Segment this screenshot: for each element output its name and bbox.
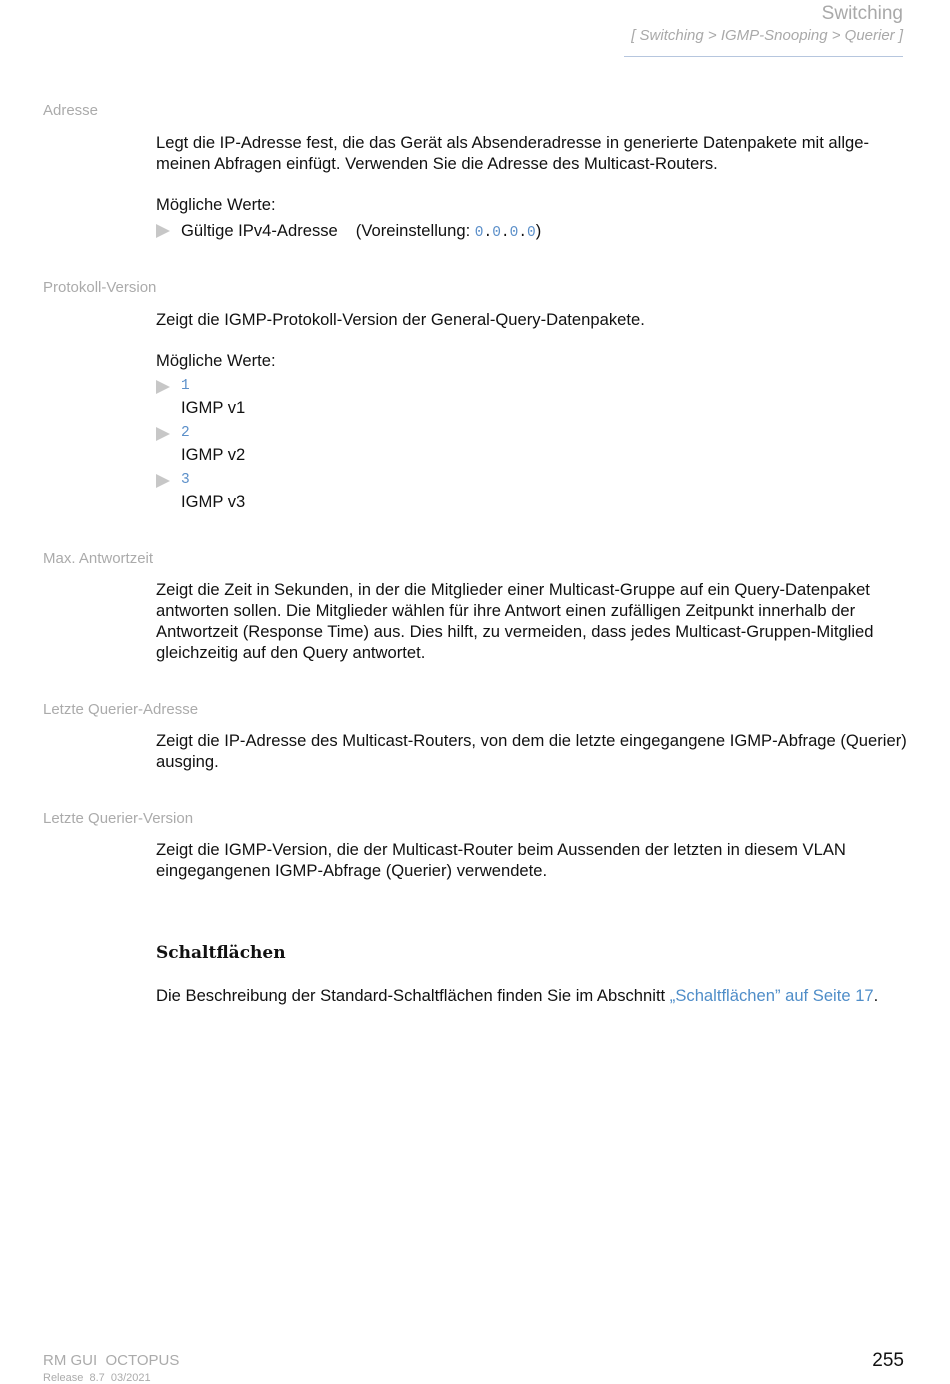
param-description-max-antwortzeit: Zeigt die Zeit in Sekunden, in der die Mitglieder einer Multicast-Gruppe auf ein Query-Datenpaket antworten sollen. Die Mitglieder wählen für ihre Antwort einen zufälligen Zeitpunkt innerhalb der Antwortzeit (Response Time) aus. Dies hilft, zu vermeiden, dass jedes Multicast-Gruppen-Mitglied gleichzeitig auf den Query antwortet.	[156, 580, 874, 662]
buttons-description-end: .	[873, 986, 879, 1005]
value-code: 3	[181, 472, 190, 488]
value-item-igmp-v1	[156, 376, 245, 418]
param-description-letzte-querier-adresse: Zeigt die IP-Adresse des Multicast-Routers, von dem die letzte eingegangene IGMP-Abfrage (Querier) ausging.	[156, 731, 907, 771]
param-label-letzte-querier-version: Letzte Querier-Version	[43, 810, 194, 827]
value-text: IGMP v2	[181, 445, 246, 464]
value-text: IGMP v1	[181, 398, 246, 417]
values-heading-protokoll-version: Mögliche Werte:	[156, 351, 276, 370]
buttons-description-text: Die Beschreibung der Standard-Schaltflächen finden Sie im Abschnitt	[156, 986, 670, 1005]
footer-release: Release 8.7 03/2021	[43, 1372, 151, 1384]
param-description-adresse	[156, 132, 908, 174]
default-octet: 0	[527, 225, 536, 241]
page-number: 255	[872, 1350, 904, 1371]
value-item-igmp-v3	[156, 470, 245, 512]
value-text: IGMP v3	[181, 492, 246, 511]
bullet-triangle-icon	[156, 380, 170, 394]
breadcrumb: [ Switching > IGMP-Snooping > Querier ]	[631, 27, 903, 44]
value-item-ipv4	[156, 220, 541, 244]
buttons-description	[156, 985, 908, 1006]
running-header-title: Switching	[821, 3, 903, 24]
value-item-body	[181, 220, 541, 244]
default-octet: 0	[474, 225, 484, 241]
description-line: meinen Abfragen einfügt. Verwenden Sie die Adresse des Multicast-Routers.	[156, 154, 718, 173]
bullet-triangle-icon	[156, 427, 170, 441]
value-item-igmp-v2	[156, 423, 245, 465]
default-octet: 0	[492, 225, 501, 241]
param-description-protokoll-version: Zeigt die IGMP-Protokoll-Version der General-Query-Datenpakete.	[156, 310, 645, 329]
param-label-adresse: Adresse	[43, 102, 99, 119]
default-suffix: )	[535, 221, 542, 240]
values-heading-adresse: Mögliche Werte:	[156, 195, 276, 214]
value-code: 2	[181, 425, 190, 441]
schaltflaechen-page-link[interactable]: „Schaltflächen” auf Seite 17	[669, 986, 874, 1005]
param-label-max-antwortzeit: Max. Antwortzeit	[43, 550, 154, 567]
default-dot: .	[518, 225, 528, 241]
default-octet: 0	[509, 225, 519, 241]
bullet-triangle-icon	[156, 224, 170, 238]
default-dot: .	[500, 225, 510, 241]
param-description-letzte-querier-version: Zeigt die IGMP-Version, die der Multicast-Router beim Aussenden der letzten in diesem VLAN eingegangenen IGMP-Abfrage (Querier) verwendete.	[156, 840, 846, 880]
default-prefix: (Voreinstellung:	[355, 221, 475, 240]
section-heading-schaltflaechen: Schaltflächen	[156, 943, 286, 963]
value-code: 1	[181, 378, 190, 394]
header-divider	[624, 56, 903, 57]
footer-document-name: RM GUI OCTOPUS	[43, 1352, 180, 1369]
bullet-triangle-icon	[156, 474, 170, 488]
param-label-letzte-querier-adresse: Letzte Querier-Adresse	[43, 701, 199, 718]
default-dot: .	[483, 225, 493, 241]
description-line: Legt die IP-Adresse fest, die das Gerät als Absenderadresse in generierte Datenpakete mit allge-	[156, 133, 870, 152]
value-text: Gültige IPv4-Adresse	[181, 221, 338, 240]
param-label-protokoll-version: Protokoll-Version	[43, 279, 157, 296]
